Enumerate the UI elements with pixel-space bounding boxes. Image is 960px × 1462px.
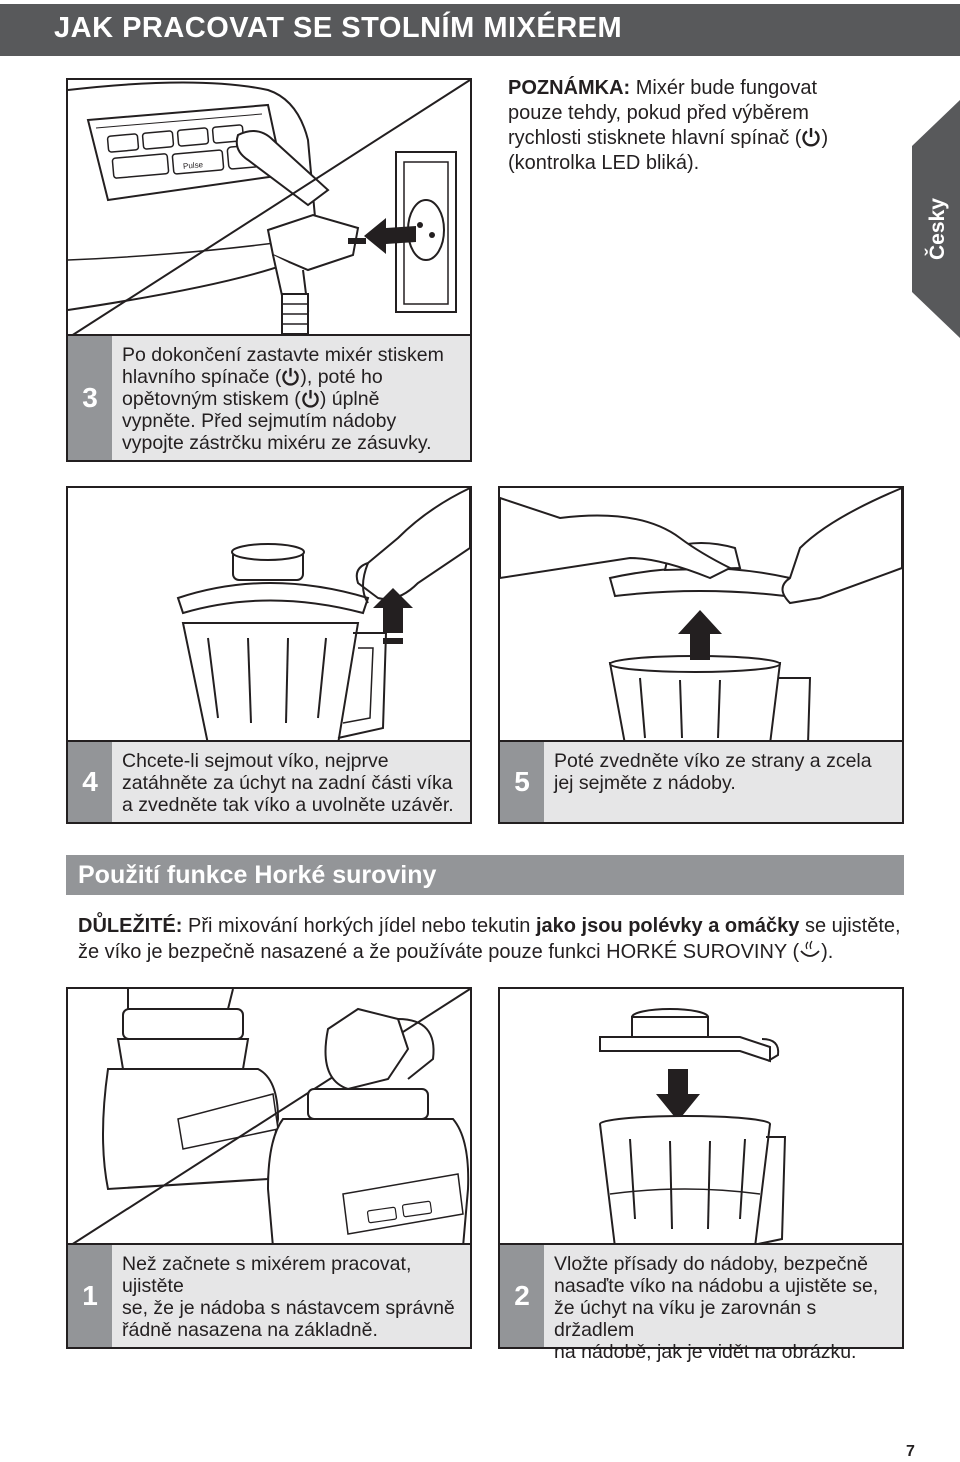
- panel-hot-step-2: [498, 987, 904, 1363]
- step-text: [554, 1253, 896, 1363]
- section-header: [66, 855, 904, 895]
- step-text-part: ), poté ho: [300, 366, 383, 388]
- step-4: [68, 740, 470, 822]
- hot-ingredients-icon: [799, 939, 821, 961]
- pulse-label: Pulse: [182, 160, 204, 171]
- illustration-lid-release: [68, 488, 470, 744]
- step-text-part: ) úplně: [319, 388, 380, 410]
- section-title: Použití funkce Horké suroviny: [78, 861, 437, 889]
- step-line: zatáhněte za úchyt na zadní části víka: [122, 772, 453, 794]
- step-line: nasaďte víko na nádobu a ujistěte se,: [554, 1275, 879, 1297]
- note: [508, 76, 848, 176]
- step-5: [500, 740, 902, 822]
- important-label: DŮLEŽITÉ:: [78, 915, 183, 937]
- panel-step-3: [66, 78, 472, 462]
- important-text: se ujistěte, že víko je bezpečně nasazené a že používáte pouze funkci HORKÉ SUROVINY (: [78, 915, 901, 963]
- power-icon: [301, 389, 320, 408]
- illustration-lid-placement: [500, 989, 902, 1247]
- hot-step-2: [500, 1243, 902, 1363]
- step-number: 5: [500, 742, 544, 822]
- step-line: Po dokončení zastavte mixér stiskem: [122, 344, 444, 366]
- step-line: Vložte přísady do nádoby, bezpečně: [554, 1253, 869, 1275]
- step-number: 1: [68, 1245, 112, 1347]
- step-text: [554, 750, 896, 794]
- step-number: 2: [500, 1245, 544, 1347]
- step-line: a zvedněte tak víko a uvolněte uzávěr.: [122, 794, 454, 816]
- step-line: se, že je nádoba s nástavcem správně: [122, 1297, 455, 1319]
- step-line: Než začnete s mixérem pracovat, ujistěte: [122, 1253, 412, 1297]
- step-line: vypněte. Před sejmutím nádoby: [122, 410, 397, 432]
- step-line: že úchyt na víku je zarovnán s držadlem: [554, 1297, 817, 1341]
- power-icon: [801, 127, 821, 147]
- step-line: Chcete-li sejmout víko, nejprve: [122, 750, 389, 772]
- step-3: [68, 334, 470, 460]
- page-header: [0, 4, 960, 56]
- note-text-before: Mixér bude fungovat pouze tehdy, pokud před výběrem rychlosti stisknete hlavní spínač (: [508, 77, 817, 149]
- important-note: [78, 914, 908, 965]
- step-number: 3: [68, 336, 112, 460]
- step-line: [122, 388, 464, 410]
- step-line: [122, 366, 464, 388]
- step-line: jej sejměte z nádoby.: [554, 772, 736, 794]
- page-number: 7: [906, 1443, 915, 1460]
- step-text-part: hlavního spínače (: [122, 366, 282, 388]
- step-line: vypojte zástrčku mixéru ze zásuvky.: [122, 432, 432, 454]
- page-title: JAK PRACOVAT SE STOLNÍM MIXÉREM: [54, 12, 623, 44]
- important-text: ).: [821, 941, 834, 963]
- step-text-part: opětovným stiskem (: [122, 388, 301, 410]
- step-text: [122, 344, 464, 454]
- language-label: Česky: [926, 198, 949, 260]
- step-text: [122, 1253, 464, 1341]
- step-number: 4: [68, 742, 112, 822]
- step-line: na nádobě, jak je vidět na obrázku.: [554, 1341, 857, 1363]
- panel-step-5: [498, 486, 904, 824]
- panel-hot-step-1: [66, 987, 472, 1349]
- important-bold-text: jako jsou polévky a omáčky: [535, 915, 800, 937]
- illustration-jar-on-base: [68, 989, 470, 1247]
- step-line: řádně nasazena na základně.: [122, 1319, 378, 1341]
- language-tab: [912, 100, 960, 338]
- important-text: Při mixování horkých jídel nebo tekutin: [182, 915, 536, 937]
- note-label: POZNÁMKA:: [508, 77, 631, 99]
- panel-step-4: [66, 486, 472, 824]
- note-text-after: ) (kontrolka LED bliká).: [508, 127, 829, 174]
- illustration-lid-removed: [500, 488, 902, 744]
- step-text: [122, 750, 464, 816]
- illustration-plug-socket: [68, 80, 470, 338]
- power-icon: [281, 367, 300, 386]
- step-line: Poté zvedněte víko ze strany a zcela: [554, 750, 872, 772]
- hot-step-1: [68, 1243, 470, 1347]
